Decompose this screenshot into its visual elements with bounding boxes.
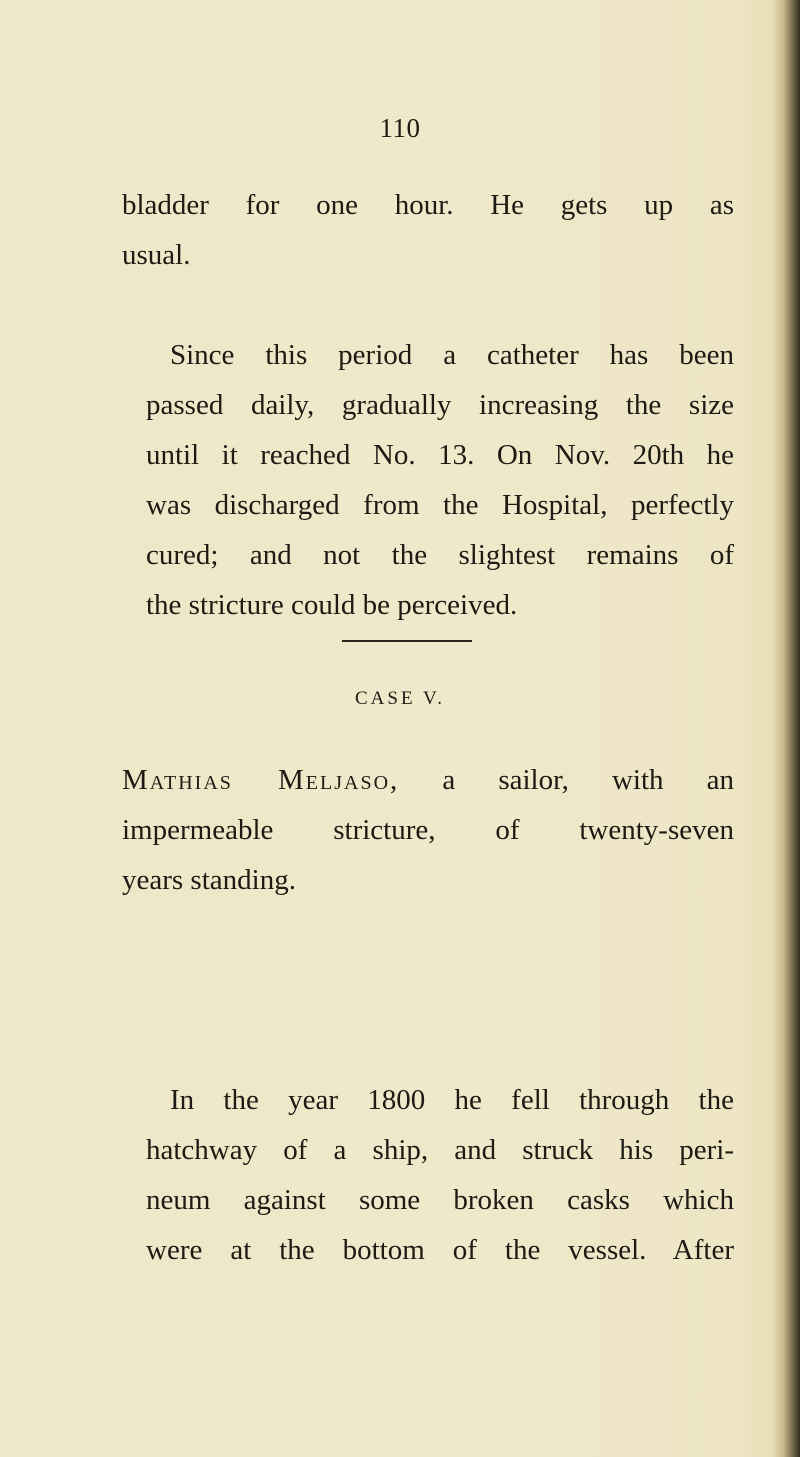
text-line: bladder for one hour. He gets up as (122, 189, 734, 221)
text-line: cured; and not the slightest remains of (146, 539, 734, 571)
text-line: until it reached No. 13. On Nov. 20th he (146, 439, 734, 471)
page-number: 110 (379, 113, 421, 143)
text-line: impermeable stricture, of twenty-seven (122, 814, 734, 846)
text-line: hatchway of a ship, and struck his peri- (146, 1134, 734, 1166)
text-line: Since this period a catheter has been (170, 339, 734, 371)
page-edge-shadow (772, 0, 800, 1457)
text-line-rest: a sailor, with an (399, 764, 734, 796)
text-line (122, 755, 734, 805)
text-line: years standing. (122, 864, 296, 896)
case-heading: CASE V. (355, 688, 445, 709)
patient-name: Mathias Meljaso, (122, 764, 400, 796)
text-line: was discharged from the Hospital, perfectly (146, 489, 734, 521)
paragraph-4 (122, 1075, 734, 1275)
text-line: neum against some broken casks which (146, 1184, 734, 1216)
text-line: were at the bottom of the vessel. After (146, 1234, 734, 1266)
text-line: In the year 1800 he fell through the (170, 1084, 734, 1116)
paragraph-1 (122, 180, 734, 280)
section-divider-rule (342, 640, 472, 642)
text-line: usual. (122, 239, 191, 271)
paragraph-2 (122, 330, 734, 630)
text-line: passed daily, gradually increasing the size (146, 389, 734, 421)
case-intro-paragraph (122, 755, 734, 905)
text-line: the stricture could be perceived. (146, 589, 518, 621)
